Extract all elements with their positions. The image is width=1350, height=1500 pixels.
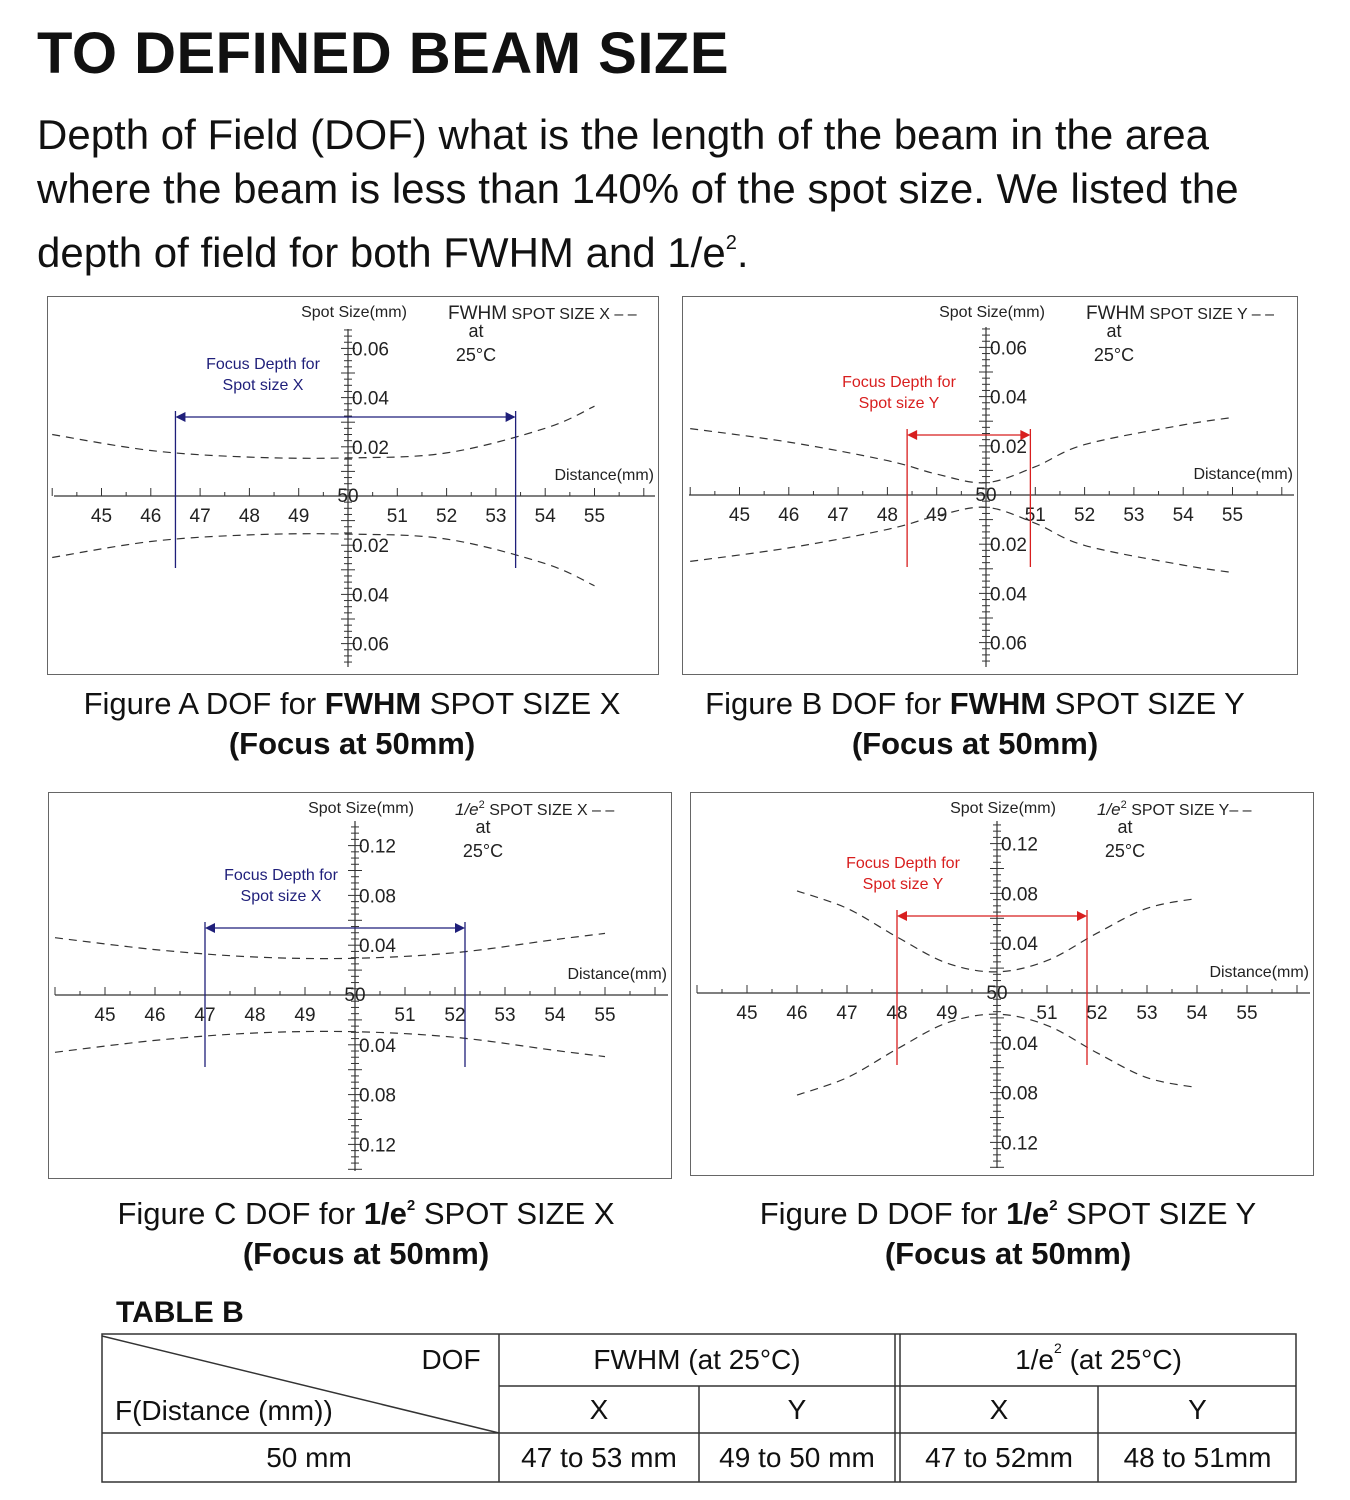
legend-name: FWHM xyxy=(448,303,508,324)
row-distance: 50 mm xyxy=(266,1442,352,1473)
x-axis-title: Distance(mm) xyxy=(567,966,667,983)
caption-d-focus: (Focus at 50mm) xyxy=(884,1236,1132,1271)
figure-d-panel xyxy=(690,792,1314,1176)
x-tick-label: 49 xyxy=(926,505,948,526)
legend-desc: SPOT SIZE Y– – xyxy=(1126,802,1252,819)
focus-annotation-line1: Focus Depth for xyxy=(224,867,338,884)
focus-annotation-line2: Spot size Y xyxy=(858,395,940,412)
x-tick-label: 48 xyxy=(244,1005,266,1026)
legend-title xyxy=(1097,799,1252,819)
x-tick-label: 52 xyxy=(444,1005,466,1026)
x-tick-label: 49 xyxy=(294,1005,316,1026)
col-e2-x: X xyxy=(989,1393,1009,1425)
y-tick-label: 0.02 xyxy=(352,437,389,459)
y-tick-label: 0.04 xyxy=(990,584,1027,606)
x-tick-label: 51 xyxy=(394,1005,416,1026)
cell-e2-y: 48 to 51mm xyxy=(1123,1442,1272,1473)
figure-c-chart xyxy=(49,793,671,1178)
header-e2 xyxy=(900,1333,1297,1386)
y-tick-label: 0.06 xyxy=(990,338,1027,360)
x-tick-label: 47 xyxy=(194,1005,216,1026)
y-tick-label: 0.02 xyxy=(352,536,389,558)
corner-dof-label: DOF xyxy=(421,1343,481,1375)
y-tick-label: 0.04 xyxy=(359,936,396,958)
intro-superscript: 2 xyxy=(725,232,737,254)
legend-temp: 25°C xyxy=(455,345,497,365)
y-tick-label: 0.02 xyxy=(990,535,1027,557)
x-tick-label: 46 xyxy=(786,1003,808,1024)
y-tick-label: 0.04 xyxy=(352,388,389,410)
caption-d-bold xyxy=(1006,1196,1057,1231)
caption-a-bold: FWHM xyxy=(324,686,422,721)
figure-b-chart xyxy=(683,297,1297,674)
figure-a-panel xyxy=(47,296,659,675)
x-axis-title: Distance(mm) xyxy=(554,467,654,484)
y-tick-label: 0.08 xyxy=(359,1085,396,1107)
figure-b-panel xyxy=(682,296,1298,675)
x-tick-label: 54 xyxy=(534,506,556,527)
focus-arrowhead-left xyxy=(175,412,185,422)
x-tick-label: 49 xyxy=(288,506,310,527)
legend-desc: SPOT SIZE X – – xyxy=(484,802,615,819)
y-tick-label: 0.04 xyxy=(1001,1033,1038,1055)
legend-temp: 25°C xyxy=(462,841,504,861)
x-tick-label: 53 xyxy=(485,506,507,527)
caption-c-sup: 2 xyxy=(406,1197,416,1214)
x-tick-label: 51 xyxy=(1024,505,1046,526)
legend-name: 1/e xyxy=(1097,800,1121,819)
x-tick-label: 55 xyxy=(594,1005,616,1026)
legend-temp: 25°C xyxy=(1093,345,1135,365)
focus-annotation-line1: Focus Depth for xyxy=(842,374,956,391)
legend-sup: 2 xyxy=(478,799,485,811)
caption-a-text: Figure A DOF for xyxy=(83,686,325,721)
focus-arrowhead-right xyxy=(506,412,516,422)
focus-arrowhead-left xyxy=(907,430,917,440)
legend-at: at xyxy=(1106,321,1122,341)
focus-arrowhead-right xyxy=(455,923,465,933)
legend-at: at xyxy=(475,817,491,837)
x-tick-label: 46 xyxy=(140,506,162,527)
x-tick-label-center: 50 xyxy=(337,486,359,507)
caption-d-sup: 2 xyxy=(1049,1197,1058,1214)
caption-d-text: Figure D DOF for xyxy=(759,1196,1007,1231)
y-tick-label: 0.06 xyxy=(990,633,1027,655)
caption-c-focus: (Focus at 50mm) xyxy=(242,1236,490,1271)
header-fwhm: FWHM (at 25°C) xyxy=(593,1343,801,1375)
x-tick-label-center: 50 xyxy=(975,485,997,506)
caption-c-text: Figure C DOF for xyxy=(117,1196,364,1231)
x-tick-label: 45 xyxy=(736,1003,758,1024)
legend-at: at xyxy=(1117,817,1133,837)
table-title: TABLE B xyxy=(116,1296,244,1329)
header-e2-end: (at 25°C) xyxy=(1061,1343,1182,1375)
caption-d-text-end: SPOT SIZE Y xyxy=(1057,1196,1257,1231)
caption-b-focus: (Focus at 50mm) xyxy=(851,726,1099,761)
x-tick-label: 46 xyxy=(144,1005,166,1026)
y-tick-label: 0.08 xyxy=(359,886,396,908)
legend-sup: 2 xyxy=(1120,799,1127,811)
focus-arrowhead-left xyxy=(205,923,215,933)
figure-c-caption xyxy=(48,1186,684,1274)
x-tick-label: 55 xyxy=(583,506,606,527)
legend-desc: SPOT SIZE Y – – xyxy=(1145,306,1275,323)
y-tick-label: 0.12 xyxy=(1001,1133,1038,1155)
x-tick-label: 54 xyxy=(1186,1003,1208,1024)
caption-c-text-end: SPOT SIZE X xyxy=(415,1196,615,1231)
x-tick-label: 55 xyxy=(1236,1003,1258,1024)
col-e2-y: Y xyxy=(1188,1393,1207,1425)
x-tick-label: 51 xyxy=(1036,1003,1058,1024)
legend-at: at xyxy=(468,321,484,341)
focus-annotation-line2: Spot size X xyxy=(240,888,322,905)
page-title: TO DEFINED BEAM SIZE xyxy=(37,21,730,86)
x-tick-label: 52 xyxy=(436,506,458,527)
legend-name: 1/e xyxy=(455,800,479,819)
y-tick-label: 0.04 xyxy=(990,387,1027,409)
y-axis-title: Spot Size(mm) xyxy=(939,304,1045,321)
y-tick-label: 0.08 xyxy=(1001,1083,1038,1105)
intro-paragraph xyxy=(37,108,1327,280)
y-tick-label: 0.04 xyxy=(359,1035,396,1057)
beam-upper-line xyxy=(52,406,594,458)
caption-b-text: Figure B DOF for xyxy=(705,686,950,721)
y-tick-label: 0.06 xyxy=(352,339,389,361)
cell-e2-x: 47 to 52mm xyxy=(925,1442,1073,1473)
col-fwhm-x: X xyxy=(589,1393,609,1425)
x-tick-label: 47 xyxy=(189,506,211,527)
y-axis-title: Spot Size(mm) xyxy=(950,800,1056,817)
x-tick-label: 49 xyxy=(936,1003,958,1024)
x-tick-label: 52 xyxy=(1086,1003,1108,1024)
x-tick-label: 53 xyxy=(1123,505,1145,526)
intro-end: . xyxy=(736,229,749,276)
y-axis-title: Spot Size(mm) xyxy=(308,800,414,817)
focus-annotation-line1: Focus Depth for xyxy=(846,855,960,872)
beam-upper-line xyxy=(690,418,1232,483)
y-tick-label: 0.12 xyxy=(359,1135,396,1157)
dof-table xyxy=(101,1333,1297,1483)
y-tick-label: 0.12 xyxy=(1001,834,1038,856)
cell-fwhm-y: 49 to 50 mm xyxy=(719,1442,875,1473)
x-tick-label: 52 xyxy=(1074,505,1096,526)
legend-name: FWHM xyxy=(1086,303,1146,324)
figure-d-caption xyxy=(690,1186,1326,1274)
focus-annotation-line2: Spot size Y xyxy=(862,876,944,893)
x-tick-label: 45 xyxy=(728,505,751,526)
x-axis-title: Distance(mm) xyxy=(1209,964,1309,981)
caption-c-bold-text: 1/e xyxy=(363,1196,407,1231)
x-tick-label: 54 xyxy=(544,1005,566,1026)
figure-a-caption xyxy=(47,684,657,764)
focus-annotation-line1: Focus Depth for xyxy=(206,356,320,373)
corner-distance-label: F(Distance (mm)) xyxy=(115,1394,333,1426)
x-axis-title: Distance(mm) xyxy=(1193,466,1293,483)
x-tick-label: 53 xyxy=(1136,1003,1158,1024)
figure-d-chart xyxy=(691,793,1313,1175)
figure-a-chart xyxy=(48,297,658,674)
y-tick-label: 0.12 xyxy=(359,836,396,858)
caption-b-bold: FWHM xyxy=(949,686,1047,721)
caption-d-bold-text: 1/e xyxy=(1006,1196,1050,1231)
focus-arrowhead-right xyxy=(1077,911,1087,921)
x-tick-label: 54 xyxy=(1172,505,1194,526)
legend-desc: SPOT SIZE X – – xyxy=(507,306,637,323)
header-e2-sup: 2 xyxy=(1054,1339,1062,1356)
beam-lower-line xyxy=(52,534,594,586)
y-tick-label: 0.04 xyxy=(352,585,389,607)
caption-c-bold xyxy=(364,1196,415,1231)
beam-upper-line xyxy=(55,933,605,958)
beam-lower-line xyxy=(55,1031,605,1056)
y-tick-label: 0.08 xyxy=(1001,884,1038,906)
intro-text: Depth of Field (DOF) what is the length of the beam in the area where the beam is less than 140% of the spot size. We listed the depth of field for both FWHM and 1/e xyxy=(37,111,1239,276)
x-tick-label: 53 xyxy=(494,1005,516,1026)
x-tick-label: 48 xyxy=(886,1003,908,1024)
x-tick-label: 51 xyxy=(386,506,408,527)
caption-b-text-end: SPOT SIZE Y xyxy=(1046,686,1245,721)
x-tick-label-center: 50 xyxy=(986,983,1008,1004)
x-tick-label: 55 xyxy=(1221,505,1244,526)
legend-temp: 25°C xyxy=(1104,841,1146,861)
figure-c-panel xyxy=(48,792,672,1179)
x-tick-label: 45 xyxy=(90,506,113,527)
caption-a-focus: (Focus at 50mm) xyxy=(228,726,476,761)
col-fwhm-y: Y xyxy=(787,1393,807,1425)
beam-lower-line xyxy=(690,507,1232,572)
focus-arrowhead-left xyxy=(897,911,907,921)
y-tick-label: 0.06 xyxy=(352,634,389,656)
x-tick-label: 48 xyxy=(876,505,898,526)
x-tick-label: 47 xyxy=(836,1003,858,1024)
x-tick-label: 48 xyxy=(238,506,260,527)
x-tick-label: 47 xyxy=(827,505,849,526)
x-tick-label: 46 xyxy=(778,505,800,526)
y-axis-title: Spot Size(mm) xyxy=(301,304,407,321)
y-tick-label: 0.04 xyxy=(1001,934,1038,956)
caption-a-text-end: SPOT SIZE X xyxy=(421,686,621,721)
cell-fwhm-x: 47 to 53 mm xyxy=(521,1442,677,1473)
header-e2-text: 1/e xyxy=(1015,1343,1054,1375)
focus-annotation-line2: Spot size X xyxy=(222,377,304,394)
legend-title xyxy=(455,799,614,819)
y-tick-label: 0.02 xyxy=(990,436,1027,458)
figure-b-caption xyxy=(682,684,1268,764)
x-tick-label-center: 50 xyxy=(344,985,366,1006)
x-tick-label: 45 xyxy=(94,1005,116,1026)
